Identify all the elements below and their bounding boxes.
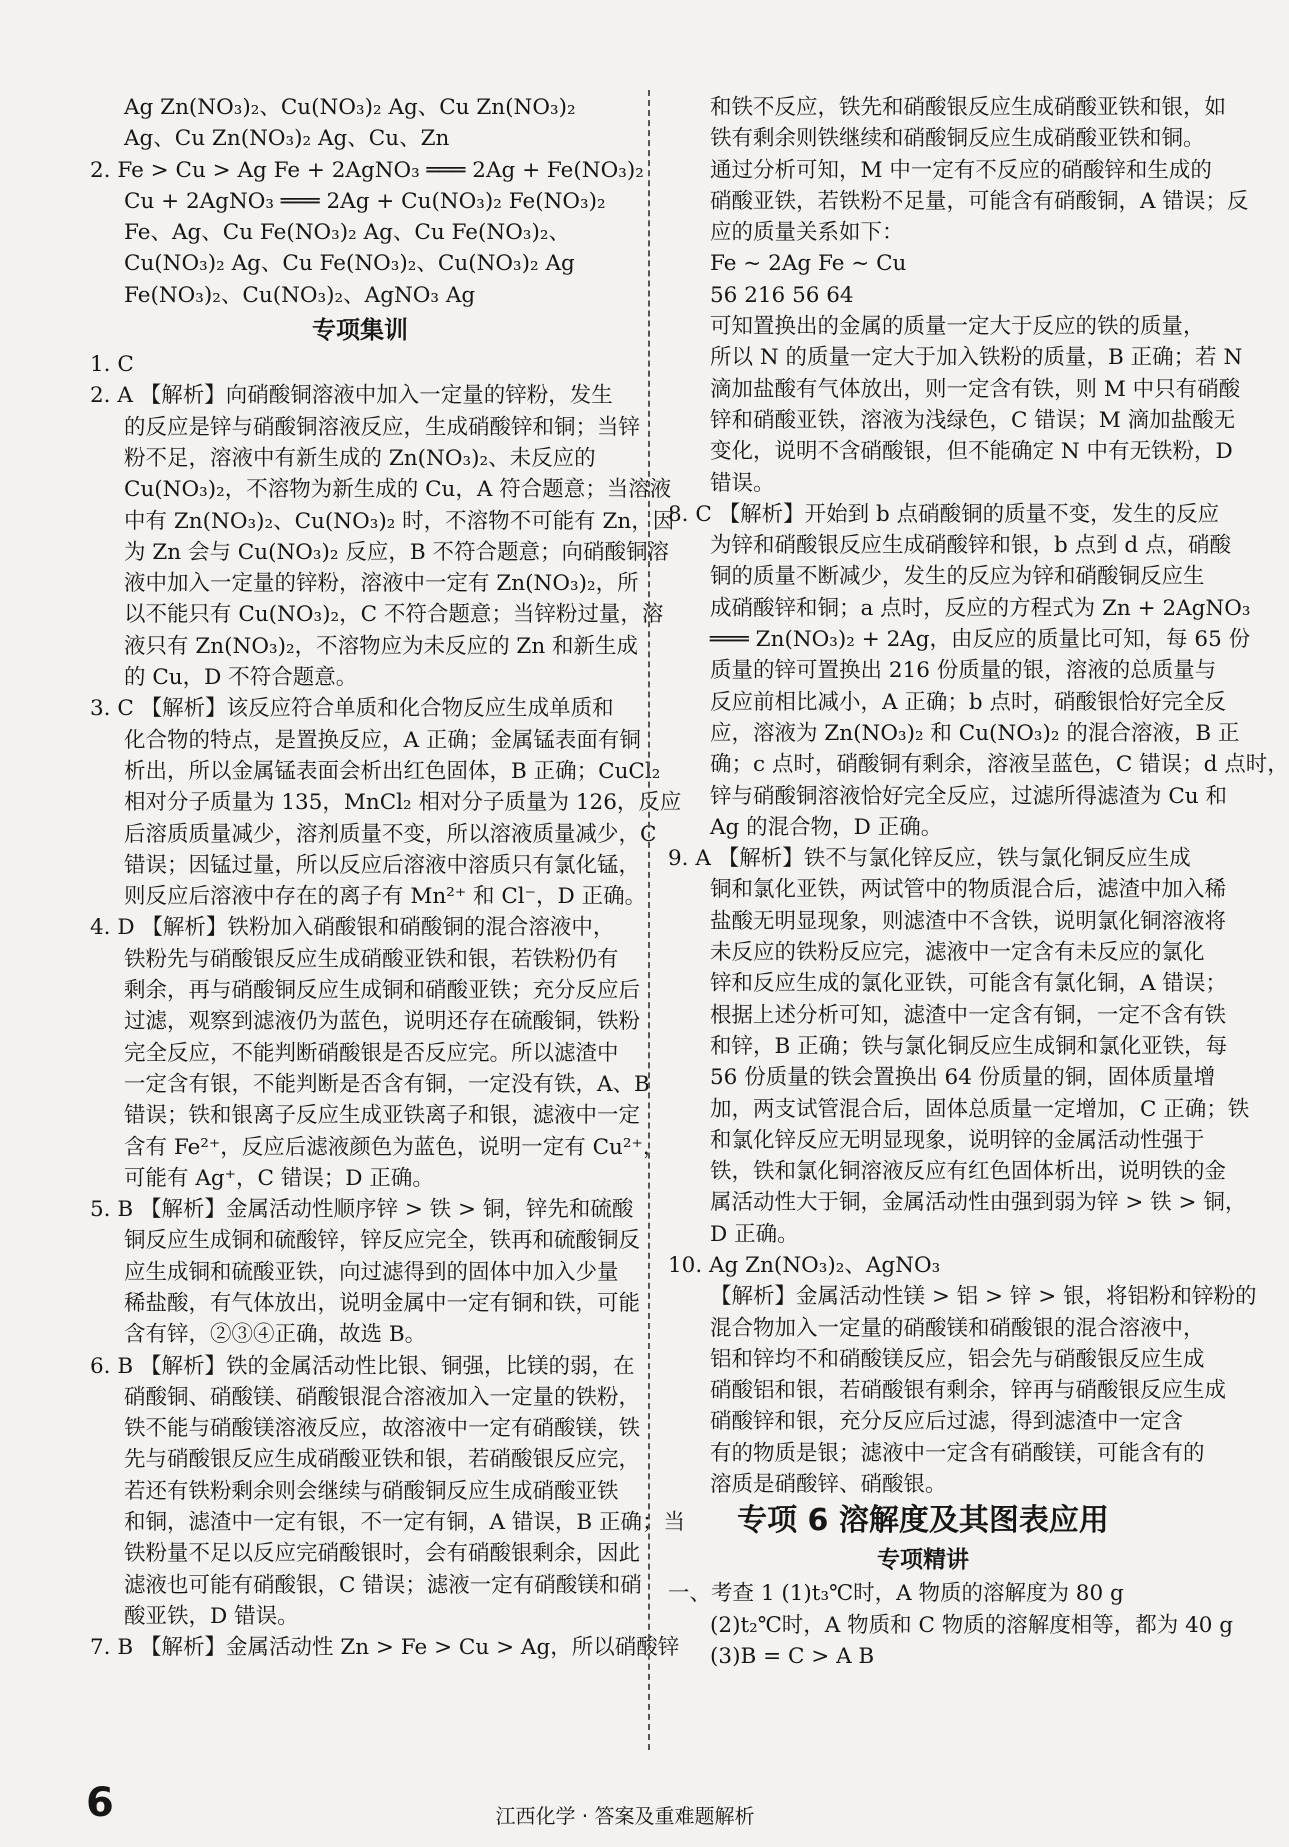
answer-line: 应的质量关系如下： [710,220,904,246]
answer-line: 以不能只有 Cu(NO₃)₂，C 不符合题意；当锌粉过量，溶 [124,602,664,628]
answer-line: Ag Zn(NO₃)₂、Cu(NO₃)₂ Ag、Cu Zn(NO₃)₂ [124,95,576,120]
answer-line: 1. C [90,352,134,378]
answer-line: 和氯化锌反应无明显现象，说明锌的金属活动性强于 [710,1127,1205,1153]
answer-line: 为锌和硝酸银反应生成硝酸锌和银，b 点到 d 点，硝酸 [710,533,1232,559]
answer-line: 为 Zn 会与 Cu(NO₃)₂ 反应，B 不符合题意；向硝酸铜溶 [124,539,670,565]
answer-line: 3. C 【解析】该反应符合单质和化合物反应生成单质和 [90,696,614,722]
answer-line: Ag 的混合物，D 正确。 [710,814,943,840]
answer-line: 后溶质质量减少，溶剂质量不变，所以溶液质量减少，C [124,821,657,847]
answer-line: 变化，说明不含硝酸银，但不能确定 N 中有无铁粉，D [710,439,1233,465]
answer-line: 铁，铁和氯化铜溶液反应有红色固体析出，说明铁的金 [710,1159,1227,1185]
footer-title: 江西化学 · 答案及重难题解析 [495,1804,755,1828]
answer-line: 应生成铜和硫酸亚铁，向过滤得到的固体中加入少量 [124,1259,619,1285]
answer-line: 反应前相比减小，A 正确；b 点时，硝酸银恰好完全反 [710,689,1226,715]
answer-line: Ag、Cu Zn(NO₃)₂ Ag、Cu、Zn [124,126,450,152]
answer-line: 可知置换出的金属的质量一定大于反应的铁的质量， [710,314,1205,340]
answer-line: 酸亚铁，D 错误。 [124,1603,299,1629]
answer-line: 铁有剩余则铁继续和硝酸铜反应生成硝酸亚铁和铜。 [710,126,1205,152]
answer-line: 错误；因锰过量，所以反应后溶液中溶质只有氯化锰， [124,852,641,878]
answer-line: 中有 Zn(NO₃)₂、Cu(NO₃)₂ 时，不溶物不可能有 Zn，因 [124,508,675,534]
answer-line: 质量的锌可置换出 216 份质量的银，溶液的总质量与 [710,658,1217,684]
answer-line: 完全反应，不能判断硝酸银是否反应完。所以滤渣中 [124,1040,619,1066]
answer-line: 56 份质量的铁会置换出 64 份质量的铜，固体质量增 [710,1065,1216,1091]
answer-line: 锌和反应生成的氯化亚铁，可能含有氯化铜，A 错误； [710,971,1227,997]
answer-line: 若还有铁粉剩余则会继续与硝酸铜反应生成硝酸亚铁 [124,1478,619,1504]
answer-line: Cu + 2AgNO₃ ═══ 2Ag + Cu(NO₃)₂ Fe(NO₃)₂ [124,188,606,214]
answer-line: Fe ~ 2Ag Fe ~ Cu [710,251,907,277]
answer-line: 剩余，再与硝酸铜反应生成铜和硝酸亚铁；充分反应后 [124,978,641,1004]
answer-line: 铝和锌均不和硝酸镁反应，铝会先与硝酸银反应生成 [710,1346,1205,1372]
answer-line: 错误。 [710,470,775,496]
answer-line: 9. A 【解析】铁不与氯化锌反应，铁与氯化铜反应生成 [668,846,1191,872]
answer-line: 5. B 【解析】金属活动性顺序锌 > 铁 > 铜，锌先和硫酸 [90,1197,634,1223]
answer-line: D 正确。 [710,1221,799,1247]
answer-line: 一、考查 1 (1)t₃℃时，A 物质的溶解度为 80 g [668,1581,1124,1607]
answer-line: 含有 Fe²⁺，反应后滤液颜色为蓝色，说明一定有 Cu²⁺， [124,1134,665,1160]
answer-line: 滤液也可能有硝酸银，C 错误；滤液一定有硝酸镁和硝 [124,1572,642,1598]
answer-line: 的反应是锌与硝酸铜溶液反应，生成硝酸锌和铜；当锌 [124,414,641,440]
answer-line: 和铜，滤渣中一定有银，不一定有铜，A 错误，B 正确；当 [124,1510,685,1536]
answer-line: 硝酸锌和银，充分反应后过滤，得到滤渣中一定含 [710,1409,1184,1435]
answer-line: 有的物质是银；滤液中一定含有硝酸镁，可能含有的 [710,1440,1205,1466]
answer-line: 通过分析可知，M 中一定有不反应的硝酸锌和生成的 [710,157,1212,183]
left-column [90,92,685,1664]
section-title: 专项 6 溶解度及其图表应用 [737,1503,1109,1539]
answer-line: 铁粉先与硝酸银反应生成硝酸亚铁和银，若铁粉仍有 [124,946,619,972]
page-number: 6 [86,1780,114,1826]
answer-line: 和铁不反应，铁先和硝酸银反应生成硝酸亚铁和银，如 [710,95,1227,120]
answer-line: 6. B 【解析】铁的金属活动性比银、铜强，比镁的弱，在 [90,1353,635,1379]
answer-line: 可能有 Ag⁺，C 错误；D 正确。 [124,1165,434,1191]
answer-line: 应，溶液为 Zn(NO₃)₂ 和 Cu(NO₃)₂ 的混合溶液，B 正 [710,720,1240,746]
answer-line: 铁不能与硝酸镁溶液反应，故溶液中一定有硝酸镁，铁 [124,1416,641,1442]
answer-line: 7. B 【解析】金属活动性 Zn > Fe > Cu > Ag，所以硝酸锌 [90,1635,680,1661]
answer-line: 先与硝酸银反应生成硝酸亚铁和银，若硝酸银反应完， [124,1447,641,1473]
answer-line: 8. C 【解析】开始到 b 点硝酸铜的质量不变，发生的反应 [668,501,1220,527]
answer-line: (3)B = C > A B [710,1643,875,1669]
answer-line: 化合物的特点，是置换反应，A 正确；金属锰表面有铜 [124,727,641,753]
answer-line: 错误；铁和银离子反应生成亚铁离子和银，滤液中一定 [124,1103,641,1129]
answer-line: 铜反应生成铜和硫酸锌，锌反应完全，铁再和硫酸铜反 [124,1228,641,1254]
answer-line: 粉不足，溶液中有新生成的 Zn(NO₃)₂、未反应的 [124,445,596,471]
answer-line: 析出，所以金属锰表面会析出红色固体，B 正确；CuCl₂ [124,758,661,784]
answer-line: 未反应的铁粉反应完，滤液中一定含有未反应的氯化 [710,940,1205,966]
answer-line: 56 216 56 64 [710,282,854,308]
answer-line: 硝酸亚铁，若铁粉不足量，可能含有硝酸铜，A 错误；反 [710,188,1249,214]
answer-line: 和锌，B 正确；铁与氯化铜反应生成铜和氯化亚铁，每 [710,1033,1228,1059]
answer-line: Fe(NO₃)₂、Cu(NO₃)₂、AgNO₃ Ag [124,282,476,308]
answer-line: 根据上述分析可知，滤渣中一定含有铜，一定不含有铁 [710,1002,1227,1028]
answer-line: 【解析】金属活动性镁 > 铝 > 锌 > 银，将铝粉和锌粉的 [710,1284,1257,1310]
answer-line: 液中加入一定量的锌粉，溶液中一定有 Zn(NO₃)₂，所 [124,571,639,597]
answer-line: 一定含有银，不能判断是否含有铜，一定没有铁，A、B [124,1071,650,1097]
answer-line: 确；c 点时，硝酸铜有剩余，溶液呈蓝色，C 错误；d 点时， [710,752,1289,778]
answer-line: 相对分子质量为 135，MnCl₂ 相对分子质量为 126，反应 [124,790,682,816]
answer-line: 铜的质量不断减少，发生的反应为锌和硝酸铜反应生 [710,564,1205,590]
section-heading: 专项集训 [312,316,408,345]
answer-line: 液只有 Zn(NO₃)₂，不溶物应为未反应的 Zn 和新生成 [124,633,639,659]
answer-line: 2. Fe > Cu > Ag Fe + 2AgNO₃ ═══ 2Ag + Fe(NO₃)₂ [90,157,644,183]
answer-line: Cu(NO₃)₂ Ag、Cu Fe(NO₃)₂、Cu(NO₃)₂ Ag [124,251,575,277]
answer-line: 锌和硝酸亚铁，溶液为浅绿色，C 错误；M 滴加盐酸无 [710,407,1236,433]
answer-line: ═══ Zn(NO₃)₂ + 2Ag，由反应的质量比可知，每 65 份 [710,627,1251,653]
answer-line: 铁粉量不足以反应完硝酸银时，会有硝酸银剩余，因此 [124,1541,641,1567]
answer-line: 铜和氯化亚铁，两试管中的物质混合后，滤渣中加入稀 [710,877,1227,903]
right-column [668,92,1289,1672]
sub-heading: 专项精讲 [877,1547,969,1574]
answer-line: 混合物加入一定量的硝酸镁和硝酸银的混合溶液中， [710,1315,1205,1341]
answer-line: 所以 N 的质量一定大于加入铁粉的质量，B 正确；若 N [710,345,1243,371]
answer-line: 硝酸铜、硝酸镁、硝酸银混合溶液加入一定量的铁粉， [124,1384,641,1410]
answer-line: 锌与硝酸铜溶液恰好完全反应，过滤所得滤渣为 Cu 和 [710,783,1227,809]
answer-line: 10. Ag Zn(NO₃)₂、AgNO₃ [668,1252,941,1278]
answer-line: 加，两支试管混合后，固体总质量一定增加，C 正确；铁 [710,1096,1250,1122]
answer-line: Cu(NO₃)₂，不溶物为新生成的 Cu，A 符合题意；当溶液 [124,477,672,503]
answer-line: 硝酸铝和银，若硝酸银有剩余，锌再与硝酸银反应生成 [710,1378,1227,1404]
answer-line: 稀盐酸，有气体放出，说明金属中一定有铜和铁，可能 [124,1290,641,1316]
answer-line: (2)t₂℃时，A 物质和 C 物质的溶解度相等，都为 40 g [710,1612,1234,1638]
answer-line: 过滤，观察到滤液仍为蓝色，说明还存在硫酸铜，铁粉 [124,1009,641,1035]
column-divider [648,90,650,1750]
answer-line: 滴加盐酸有气体放出，则一定含有铁，则 M 中只有硝酸 [710,376,1241,402]
answer-line: 含有锌，②③④正确，故选 B。 [124,1322,427,1348]
answer-line: Fe、Ag、Cu Fe(NO₃)₂ Ag、Cu Fe(NO₃)₂、 [124,220,570,246]
answer-line: 2. A 【解析】向硝酸铜溶液中加入一定量的锌粉，发生 [90,383,613,409]
answer-line: 盐酸无明显现象，则滤渣中不含铁，说明氯化铜溶液将 [710,908,1227,934]
answer-line: 成硝酸锌和铜；a 点时，反应的方程式为 Zn + 2AgNO₃ [710,595,1251,621]
answer-line: 属活动性大于铜，金属活动性由强到弱为锌 > 铁 > 铜， [710,1190,1247,1216]
answer-line: 的 Cu，D 不符合题意。 [124,665,358,691]
answer-line: 溶质是硝酸锌、硝酸银。 [710,1472,947,1498]
answer-line: 4. D 【解析】铁粉加入硝酸银和硝酸铜的混合溶液中， [90,915,615,941]
answer-line: 则反应后溶液中存在的离子有 Mn²⁺ 和 Cl⁻，D 正确。 [124,884,647,910]
